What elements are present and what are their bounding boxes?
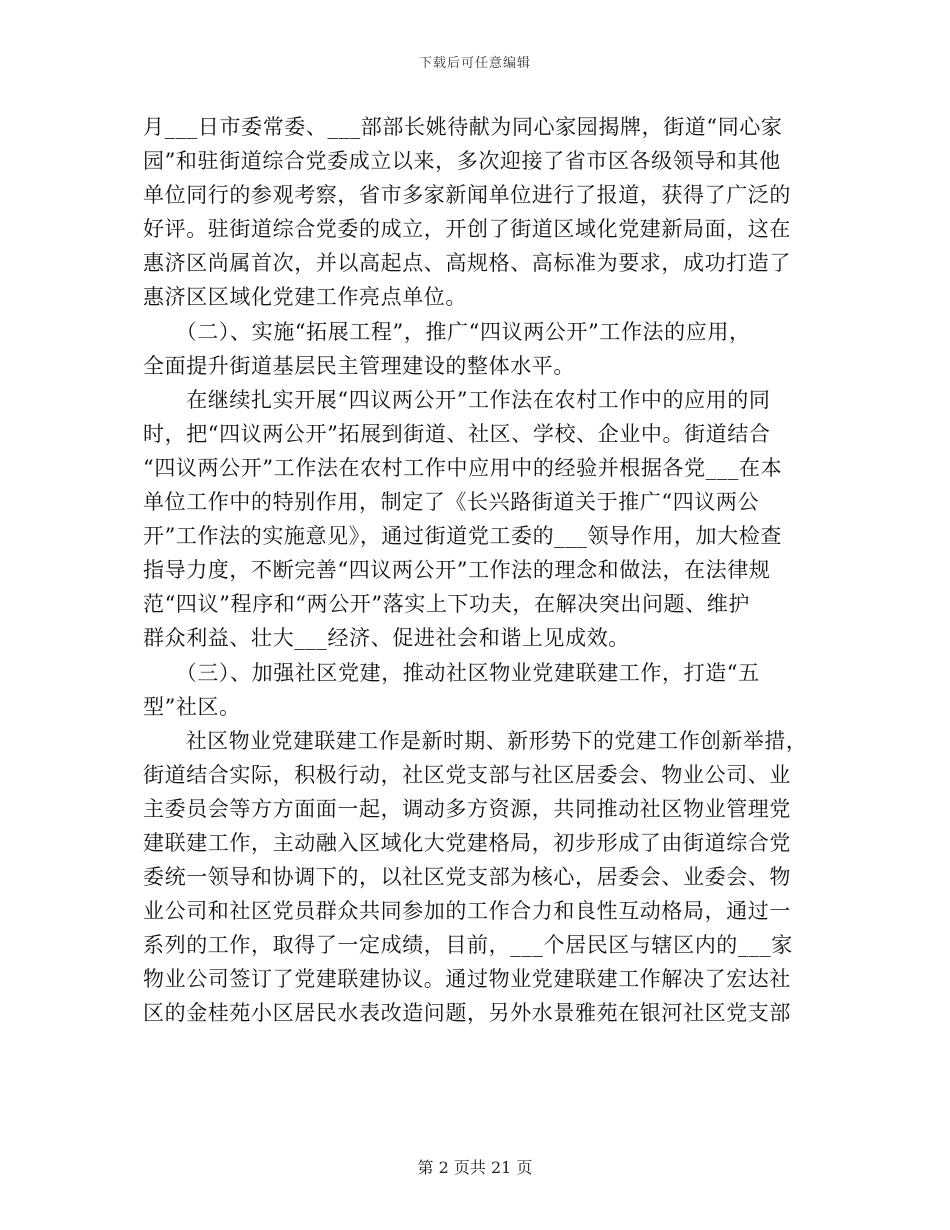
- document-body: [143, 110, 808, 1031]
- page-header-note: 下载后可任意编辑: [418, 56, 531, 71]
- text-line: 单位工作中的特别作用，制定了《长兴路街道关于推广“四议两公: [143, 490, 760, 515]
- text-line: “四议两公开”工作法在农村工作中应用中的经验并根据各党___在本: [143, 455, 783, 480]
- text-line: 园”和驻街道综合党委成立以来，多次迎接了省市区各级领导和其他: [143, 149, 781, 174]
- text-line: 区的金桂苑小区居民水表改造问题，另外水景雅苑在银河社区党支部: [143, 1001, 791, 1026]
- page-number-footer: 第 2 页共 21 页: [417, 1158, 533, 1177]
- text-line: 物业公司签订了党建联建协议。通过物业党建联建工作解决了宏达社: [143, 967, 791, 992]
- text-line: 委统一领导和协调下的，以社区党支部为核心，居委会、业委会、物: [143, 865, 791, 890]
- text-line: 业公司和社区党员群众共同参加的工作合力和良性互动格局，通过一: [143, 899, 791, 924]
- text-line: 社区物业党建联建工作是新时期、新形势下的党建工作创新举措，: [143, 728, 808, 753]
- text-line: 惠济区区域化党建工作亮点单位。: [143, 285, 467, 310]
- text-line: 型”社区。: [143, 694, 241, 719]
- text-line: 系列的工作，取得了一定成绩，目前，___个居民区与辖区内的___家: [143, 933, 793, 958]
- text-line: 指导力度，不断完善“四议两公开”工作法的理念和做法，在法律规: [143, 558, 771, 583]
- text-line: 范“四议”程序和“两公开”落实上下功夫，在解决突出问题、维护: [143, 592, 750, 617]
- text-line: 单位同行的参观考察，省市多家新闻单位进行了报道，获得了广泛的: [143, 183, 791, 208]
- text-line: 街道结合实际，积极行动，社区党支部与社区居委会、物业公司、业: [143, 762, 791, 787]
- text-line: 月___日市委常委、___部部长姚待献为同心家园揭牌，街道“同心家: [143, 115, 783, 139]
- text-line: 主委员会等方方面面一起，调动多方资源，共同推动社区物业管理党: [143, 796, 791, 821]
- text-line: 时，把“四议两公开”拓展到街道、社区、学校、企业中。街道结合: [143, 421, 771, 446]
- text-line: 惠济区尚属首次，并以高起点、高规格、高标准为要求，成功打造了: [143, 251, 791, 276]
- text-line: 建联建工作，主动融入区域化大党建格局，初步形成了由街道综合党: [143, 830, 791, 855]
- text-line: 在继续扎实开展“四议两公开”工作法在农村工作中的应用的同: [143, 387, 771, 412]
- text-line: （三）、加强社区党建，推动社区物业党建联建工作，打造“五: [143, 660, 760, 685]
- text-line: 好评。驻街道综合党委的成立，开创了街道区域化党建新局面，这在: [143, 217, 791, 242]
- text-line: 群众利益、壮大___经济、促进社会和谐上见成效。: [143, 626, 630, 651]
- text-line: 全面提升街道基层民主管理建设的整体水平。: [143, 353, 575, 378]
- text-line: （二）、实施“拓展工程”，推广“四议两公开”工作法的应用，: [143, 319, 751, 344]
- text-line: 开”工作法的实施意见》，通过街道党工委的___领导作用，加大检查: [143, 524, 782, 549]
